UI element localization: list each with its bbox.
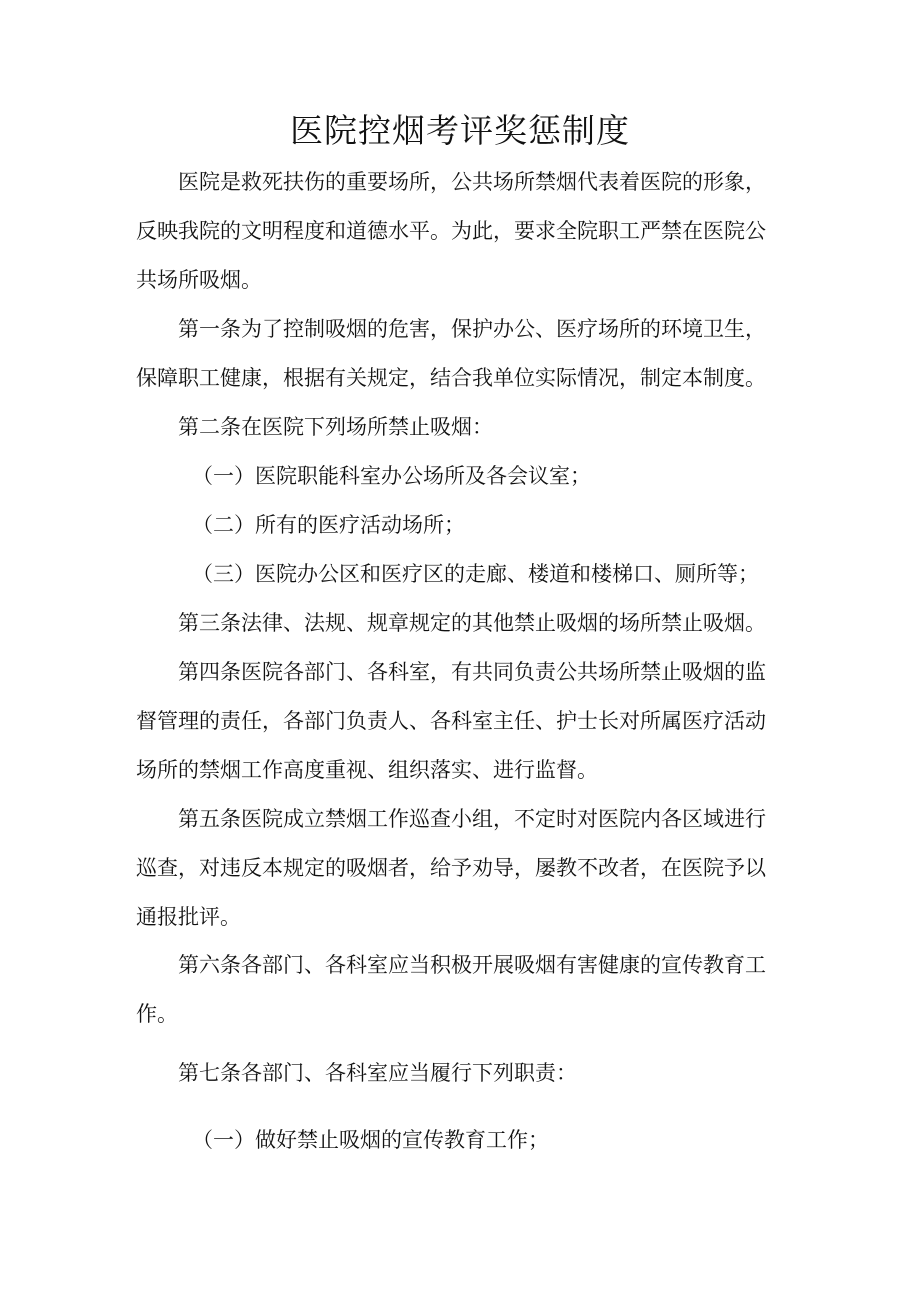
article-7-item-1: （一）做好禁止吸烟的宣传教育工作； [192,1128,549,1152]
article-4-line-2: 督管理的责任，各部门负责人、各科室主任、护士长对所属医疗活动 [136,709,766,733]
article-4-line-1: 第四条医院各部门、各科室，有共同负责公共场所禁止吸烟的监 [178,660,766,684]
article-4-line-3: 场所的禁烟工作高度重视、组织落实、进行监督。 [136,758,598,782]
article-6-line-1: 第六条各部门、各科室应当积极开展吸烟有害健康的宣传教育工 [178,953,766,977]
article-2-item-3: （三）医院办公区和医疗区的走廊、楼道和楼梯口、厕所等； [192,562,759,586]
article-5-line-1: 第五条医院成立禁烟工作巡查小组，不定时对医院内各区域进行 [178,807,766,831]
article-1-line-1: 第一条为了控制吸烟的危害，保护办公、医疗场所的环境卫生， [178,317,766,341]
article-6-line-2: 作。 [136,1002,178,1026]
article-7-heading: 第七条各部门、各科室应当履行下列职责： [178,1061,577,1085]
paragraph-intro-line-3: 共场所吸烟。 [136,268,262,292]
article-2-item-1: （一）医院职能科室办公场所及各会议室； [192,464,591,488]
paragraph-intro-line-1: 医院是救死扶伤的重要场所，公共场所禁烟代表着医院的形象， [178,170,766,194]
article-3: 第三条法律、法规、规章规定的其他禁止吸烟的场所禁止吸烟。 [178,611,766,635]
article-5-line-2: 巡查，对违反本规定的吸烟者，给予劝导，屡教不改者，在医院予以 [136,856,766,880]
article-2-item-2: （二）所有的医疗活动场所； [192,513,465,537]
article-1-line-2: 保障职工健康，根据有关规定，结合我单位实际情况，制定本制度。 [136,366,766,390]
article-5-line-3: 通报批评。 [136,905,241,929]
article-2-heading: 第二条在医院下列场所禁止吸烟： [178,415,493,439]
paragraph-intro-line-2: 反映我院的文明程度和道德水平。为此，要求全院职工严禁在医院公 [136,219,766,243]
document-title: 医院控烟考评奖惩制度 [290,111,630,150]
